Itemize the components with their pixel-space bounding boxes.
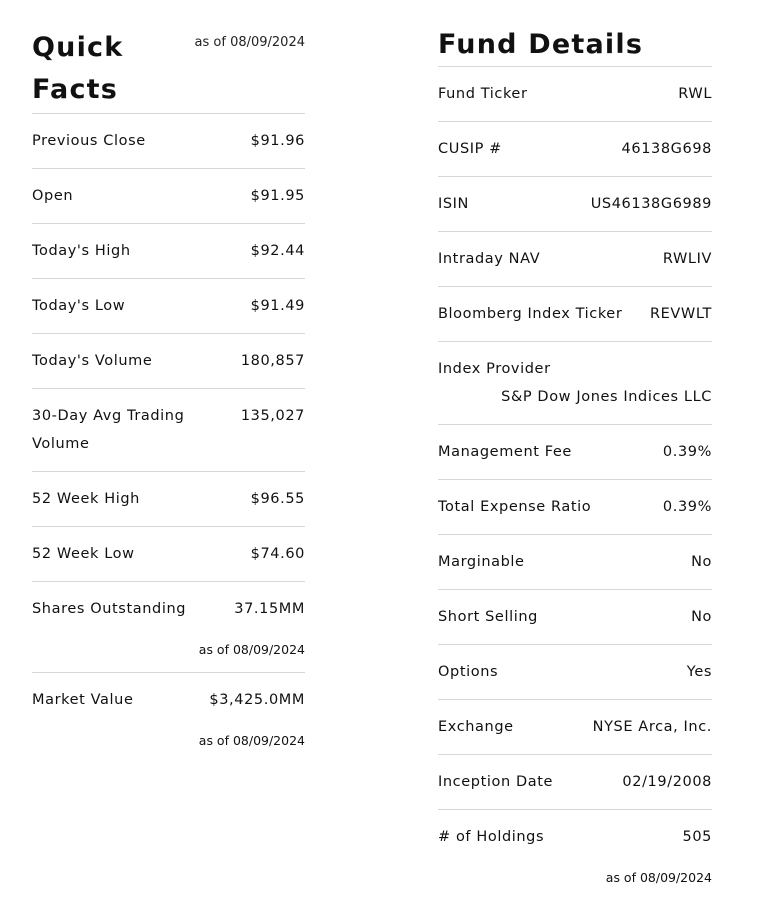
value: $91.95 xyxy=(250,188,305,204)
fund-details-header xyxy=(438,0,712,67)
row-todays-volume xyxy=(32,334,305,389)
value: 37.15MM xyxy=(234,601,305,617)
label: Total Expense Ratio xyxy=(438,499,592,515)
row-total-expense-ratio xyxy=(438,480,712,535)
quick-facts-header xyxy=(32,0,305,114)
quick-facts-as-of: as of 08/09/2024 xyxy=(194,35,305,50)
value: $91.49 xyxy=(250,298,305,314)
row-open xyxy=(32,169,305,224)
value: No xyxy=(691,609,712,625)
label: Open xyxy=(32,188,74,204)
label: Fund Ticker xyxy=(438,86,528,102)
label: ISIN xyxy=(438,196,470,212)
fund-details-title: Fund Details xyxy=(438,29,644,60)
row-bloomberg-index-ticker xyxy=(438,287,712,342)
value: $74.60 xyxy=(250,546,305,562)
value: 0.39% xyxy=(662,499,712,515)
label: Previous Close xyxy=(32,133,146,149)
row-todays-high xyxy=(32,224,305,279)
label: 30-Day Avg Trading Volume xyxy=(32,408,185,452)
value: REVWLT xyxy=(649,306,712,322)
value: $3,425.0MM xyxy=(209,692,305,708)
row-todays-low xyxy=(32,279,305,334)
value: 46138G698 xyxy=(621,141,712,157)
as-of-note: as of 08/09/2024 xyxy=(198,733,305,748)
value: RWLIV xyxy=(662,251,712,267)
row-marginable xyxy=(438,535,712,590)
label: Inception Date xyxy=(438,774,554,790)
value: RWL xyxy=(678,86,712,102)
label: Options xyxy=(438,664,499,680)
row-52-week-low xyxy=(32,527,305,582)
row-exchange xyxy=(438,700,712,755)
row-intraday-nav xyxy=(438,232,712,287)
value: $96.55 xyxy=(250,491,305,507)
value: $92.44 xyxy=(250,243,305,259)
label: # of Holdings xyxy=(438,829,545,845)
row-management-fee xyxy=(438,425,712,480)
quick-facts-panel xyxy=(32,0,305,763)
label: Market Value xyxy=(32,692,134,708)
label: CUSIP # xyxy=(438,141,502,157)
value: No xyxy=(691,554,712,570)
row-index-provider xyxy=(438,342,712,425)
row-previous-close xyxy=(32,114,305,169)
label: Index Provider xyxy=(438,361,551,377)
value: S&P Dow Jones Indices LLC xyxy=(501,389,712,405)
row-market-value xyxy=(32,673,305,763)
label: Exchange xyxy=(438,719,514,735)
row-cusip xyxy=(438,122,712,177)
value: Yes xyxy=(686,664,712,680)
label: Today's Low xyxy=(32,298,126,314)
row-shares-outstanding xyxy=(32,582,305,673)
label: 52 Week Low xyxy=(32,546,135,562)
label: Today's Volume xyxy=(32,353,153,369)
value: $91.96 xyxy=(250,133,305,149)
row-52-week-high xyxy=(32,472,305,527)
value: NYSE Arca, Inc. xyxy=(592,719,712,735)
value: 135,027 xyxy=(240,408,305,424)
label: 52 Week High xyxy=(32,491,140,507)
row-short-selling xyxy=(438,590,712,645)
value: 0.39% xyxy=(662,444,712,460)
row-isin xyxy=(438,177,712,232)
row-number-of-holdings xyxy=(438,810,712,900)
label: Bloomberg Index Ticker xyxy=(438,306,623,322)
row-fund-ticker xyxy=(438,67,712,122)
label: Intraday NAV xyxy=(438,251,541,267)
value: 505 xyxy=(682,829,712,845)
value: 02/19/2008 xyxy=(622,774,712,790)
row-inception-date xyxy=(438,755,712,810)
as-of-note: as of 08/09/2024 xyxy=(198,642,305,657)
as-of-note: as of 08/09/2024 xyxy=(605,870,712,885)
label: Marginable xyxy=(438,554,525,570)
label: Management Fee xyxy=(438,444,572,460)
value: US46138G6989 xyxy=(590,196,712,212)
value: 180,857 xyxy=(240,353,305,369)
quick-facts-title: Quick Facts xyxy=(32,32,124,105)
fund-details-panel xyxy=(438,0,712,900)
label: Shares Outstanding xyxy=(32,601,187,617)
label: Short Selling xyxy=(438,609,538,625)
row-30-day-avg-volume xyxy=(32,389,305,472)
row-options xyxy=(438,645,712,700)
label: Today's High xyxy=(32,243,131,259)
